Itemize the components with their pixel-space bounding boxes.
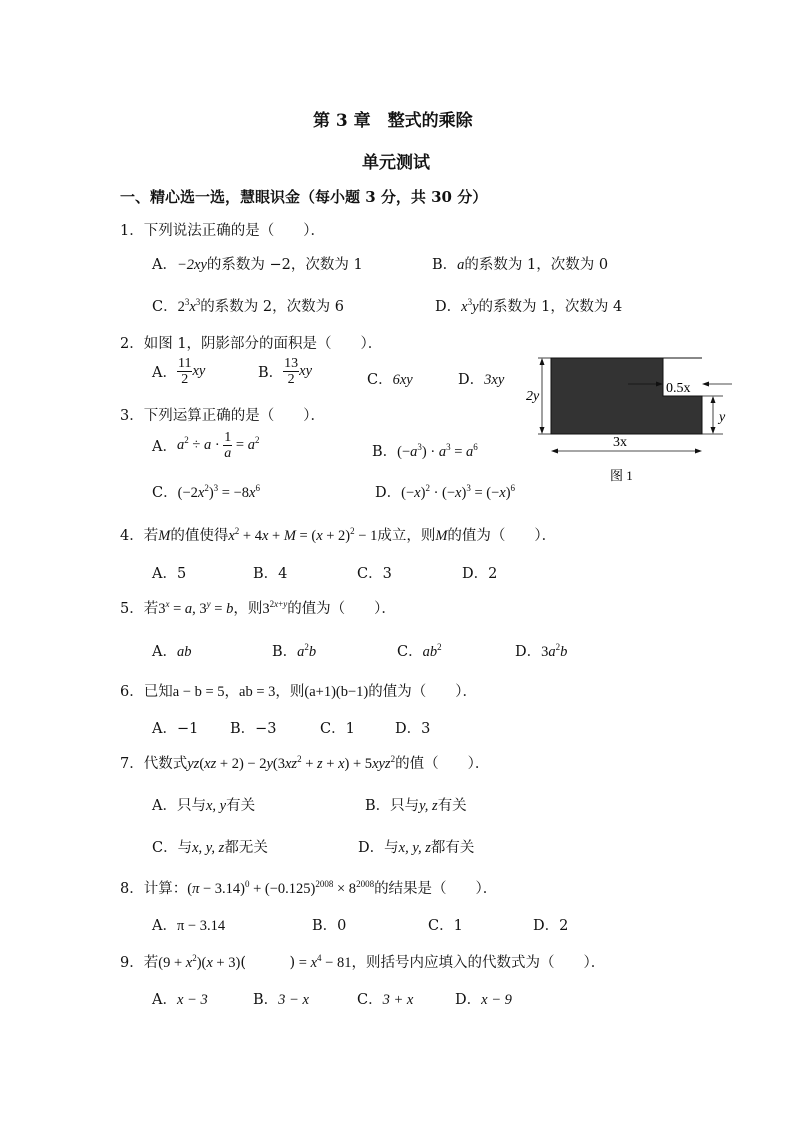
q3-option-b: B．$(-a^3) \cdot a^3 = a^6$ [372, 442, 478, 460]
q7-option-c: C．与x, y, z都无关 [152, 840, 268, 856]
question-2-stem: 2．如图 1，阴影部分的面积是（ ）． [120, 336, 383, 352]
q6-option-c: C．1 [320, 721, 355, 737]
q1-option-c: C．$2^3x^3$的系数为 2，次数为 6 [152, 297, 344, 315]
q8-option-d: D．2 [533, 918, 569, 934]
question-8-stem: 8．计算：$(\pi - 3.14)^0 + (-0.125)^{2008} \times 8^{2008}$的结果是（ ）． [120, 879, 498, 897]
label-3x: 3x [613, 435, 627, 450]
section-heading: 一、精心选一选，慧眼识金（每小题 3 分，共 30 分） [120, 188, 488, 206]
q9-option-b: B．3 − x [253, 992, 309, 1008]
chapter-title: 第 3 章 整式的乘除 [313, 111, 473, 131]
q8-option-a: A．π − 3.14 [152, 918, 226, 934]
q2-option-d: D．3xy [458, 372, 505, 388]
question-6-stem: 6．已知a − b = 5，ab = 3，则(a+1)(b−1)的值为（ ）． [120, 684, 478, 700]
q4-option-d: D．2 [462, 566, 498, 582]
q5-option-d: D．$3a^2b$ [515, 642, 568, 660]
question-3-stem: 3．下列运算正确的是（ ）． [120, 408, 325, 424]
question-5-stem: 5．若$3^x = a$, $3^y = b$，则$3^{2x+y}$的值为（ ）． [120, 599, 396, 617]
label-0-5x: 0.5x [666, 381, 691, 396]
q1-option-d: D．$x^3y$的系数为 1，次数为 4 [435, 297, 623, 315]
q8-option-b: B．0 [312, 918, 347, 934]
q4-option-c: C．3 [357, 566, 392, 582]
q3-option-c: C．$(-2x^2)^3 = -8x^6$ [152, 483, 260, 501]
figure-1 [520, 352, 745, 484]
q6-option-b: B．−3 [230, 721, 277, 737]
q4-option-a: A．5 [152, 566, 187, 582]
q9-option-c: C．3 + x [357, 992, 414, 1008]
figure-caption: 图 1 [610, 468, 633, 483]
shaded-region [551, 358, 702, 434]
question-9-stem: 9．若$(9 + x^2)(x + 3)$( ) = $x^4 - 81$，则括号内应填入的代数式为（ ）． [120, 953, 606, 971]
question-1-stem: 1．下列说法正确的是（ ）． [120, 223, 325, 239]
q6-option-a: A．−1 [152, 721, 199, 737]
q7-option-b: B．只与y, z有关 [365, 798, 467, 814]
question-7-stem: 7．代数式$yz(xz + 2) - 2y(3xz^2 + z + x) + 5xyz^2$的值（ ）． [120, 754, 490, 772]
q2-option-b: B． $\frac{13}{2}$ xy [258, 356, 313, 387]
q8-option-c: C．1 [428, 918, 463, 934]
question-4-stem: 4．若M的值使得$x^2 + 4x + M = (x + 2)^2 - 1$成立，则M的值为（ ）． [120, 526, 557, 544]
q9-option-a: A．x − 3 [152, 992, 208, 1008]
q2-option-c: C．6xy [367, 372, 413, 388]
label-y: y [719, 410, 726, 425]
q1-option-a: A．−2xy的系数为 −2，次数为 1 [152, 257, 363, 273]
q7-option-a: A．只与x, y有关 [152, 798, 256, 814]
page-subtitle: 单元测试 [362, 153, 430, 173]
label-2y: 2y [526, 389, 540, 404]
q9-option-d: D．x − 9 [455, 992, 512, 1008]
q6-option-d: D．3 [395, 721, 431, 737]
q4-option-b: B．4 [253, 566, 288, 582]
q7-option-d: D．与x, y, z都有关 [358, 840, 475, 856]
q5-option-a: A．ab [152, 644, 192, 660]
q1-option-b: B．a的系数为 1，次数为 0 [432, 257, 609, 273]
q5-option-b: B．$a^2b$ [272, 642, 317, 660]
q2-option-a: A． $\frac{11}{2}$ xy [152, 356, 206, 387]
q3-option-a: A．$a^2 \div a$ · $\frac{1}{a}$ = $a^2$ [152, 430, 260, 461]
q3-option-d: D．$(-x)^2 \cdot (-x)^3 = (-x)^6$ [375, 483, 516, 501]
q5-option-c: C．$ab^2$ [397, 642, 442, 660]
